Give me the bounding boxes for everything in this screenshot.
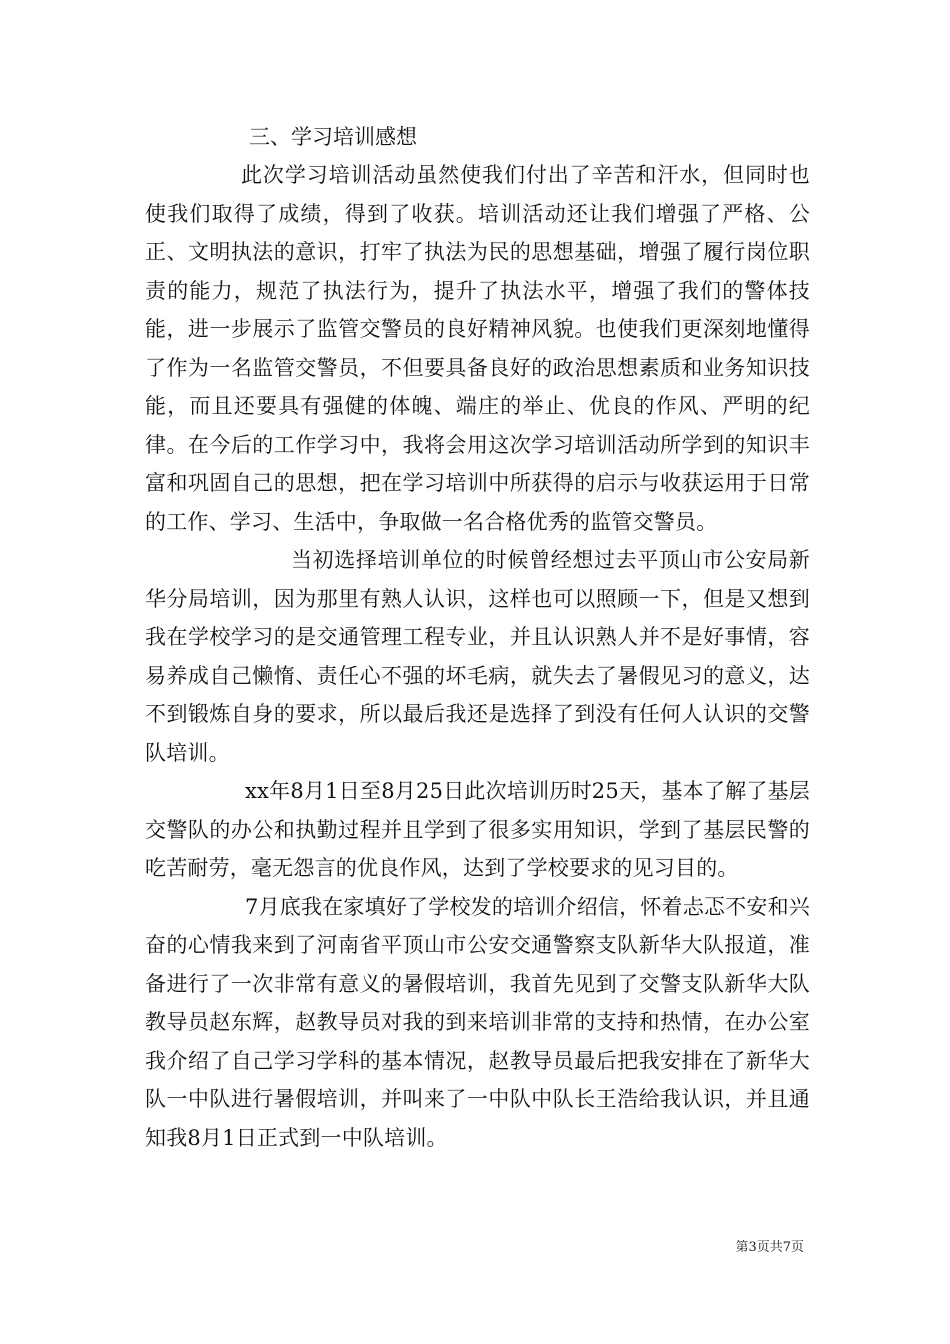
document-body [145, 118, 810, 1157]
page-number-footer: 第3页共7页 [735, 1240, 804, 1255]
paragraph-training-reflection: 此次学习培训活动虽然使我们付出了辛苦和汗水，但同时也使我们取得了成绩，得到了收获。培训活动还让我们增强了严格、公正、文明执法的意识，打牢了执法为民的思想基础，增强了履行岗位职责的能力，规范了执法行为，提升了执法水平，增强了我们的警体技能，进一步展示了监管交警员的良好精神风貌。也使我们更深刻地懂得了作为一名监管交警员，不但要具备良好的政治思想素质和业务知识技能，而且还要具有强健的体魄、端庄的举止、优良的作风、严明的纪律。在今后的工作学习中，我将会用这次学习培训活动所学到的知识丰富和巩固自己的思想，把在学习培训中所获得的启示与收获运用于日常的工作、学习、生活中，争取做一名合格优秀的监管交警员。 [145, 163, 810, 534]
paragraph-arrival: 7月底我在家填好了学校发的培训介绍信，怀着忐忑不安和兴奋的心情我来到了河南省平顶山市公安交通警察支队新华大队报道，准备进行了一次非常有意义的暑假培训，我首先见到了交警支队新华大队教导员赵东辉，赵教导员对我的到来培训非常的支持和热情，在办公室我介绍了自己学习学科的基本情况，赵教导员最后把我安排在了新华大队一中队进行暑假培训，并叫来了一中队中队长王浩给我认识，并且通知我8月1日正式到一中队培训。 [145, 894, 810, 1150]
paragraph-unit-selection: 当初选择培训单位的时候曾经想过去平顶山市公安局新华分局培训，因为那里有熟人认识，这样也可以照顾一下，但是又想到我在学校学习的是交通管理工程专业，并且认识熟人并不是好事情，容易养成自己懒惰、责任心不强的坏毛病，就失去了暑假见习的意义，达不到锻炼自身的要求，所以最后我还是选择了到没有任何人认识的交警队培训。 [145, 548, 810, 765]
section-heading: 三、学习培训感想 [249, 125, 417, 149]
paragraph-training-period: xx年8月1日至8月25日此次培训历时25天，基本了解了基层交警队的办公和执勤过程并且学到了很多实用知识，学到了基层民警的吃苦耐劳，毫无怨言的优良作风，达到了学校要求的见习目的。 [145, 779, 810, 880]
